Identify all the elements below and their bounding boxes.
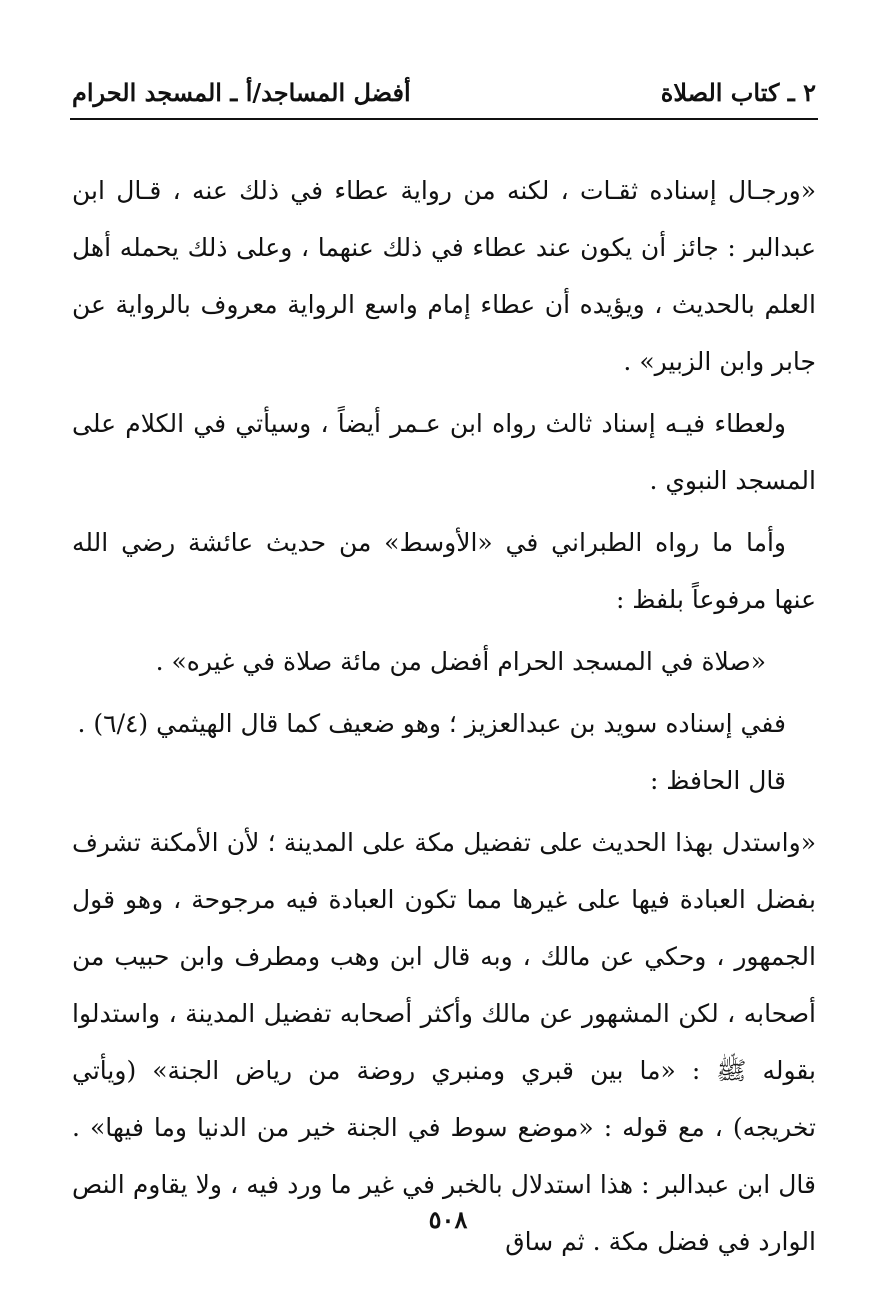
paragraph-quote-ibn-abdulbarr: «ورجـال إسناده ثقـات ، لكنه من رواية عطاء في ذلك عنه ، قـال ابن عبدالبر : جائز أن يكون عند عطاء في ذلك عنهما ، وعلى ذلك يحمله أهل العلم بالحديث ، ويؤيده أن عطاء إمام واسع الرواية معروف بالرواية عن جابر وابن الزبير» . xyxy=(72,176,816,376)
paragraph-tabarani-narration: وأما ما رواه الطبراني في «الأوسط» من حديث عائشة رضي الله عنها مرفوعاً بلفظ : xyxy=(72,528,816,614)
paragraph-al-hafiz-said: قال الحافظ : xyxy=(649,766,786,795)
header-section-title: أفضل المساجد/أ ـ المسجد الحرام xyxy=(72,77,411,107)
running-header xyxy=(72,70,816,114)
paragraph-isnad-weakness: ففي إسناده سويد بن عبدالعزيز ؛ وهو ضعيف كما قال الهيثمي (٦/٤) . xyxy=(77,709,786,738)
header-rule xyxy=(70,118,818,120)
page-number: ٥٠٨ xyxy=(428,1205,468,1234)
header-chapter-title: ٢ ـ كتاب الصلاة xyxy=(660,77,816,107)
paragraph-hafiz-quote: «واستدل بهذا الحديث على تفضيل مكة على المدينة ؛ لأن الأمكنة تشرف بفضل العبادة فيها على غيرها مما تكون العبادة فيه مرجوحة ، وهو قول الجمهور ، وحكي عن مالك ، وبه قال ابن وهب ومطرف وابن حبيب من أصحابه ، لكن المشهور عن مالك وأكثر أصحابه تفضيل المدينة ، واستدلوا بقوله ﷺ : «ما بين قبري ومنبري روضة من رياض الجنة» (ويأتي تخريجه) ، مع قوله : «موضع سوط في الجنة خير من الدنيا وما فيها» . قال ابن عبدالبر : هذا استدلال بالخبر في غير ما ورد فيه ، ولا يقاوم النص الوارد في فضل مكة . ثم ساق xyxy=(72,828,816,1256)
paragraph-ata-third-chain: ولعطاء فيـه إسناد ثالث رواه ابن عـمر أيضاً ، وسيأتي في الكلام على المسجد النبوي . xyxy=(72,409,816,495)
body-text xyxy=(72,162,816,1275)
hadith-quote: «صلاة في المسجد الحرام أفضل من مائة صلاة في غيره» . xyxy=(155,647,766,676)
